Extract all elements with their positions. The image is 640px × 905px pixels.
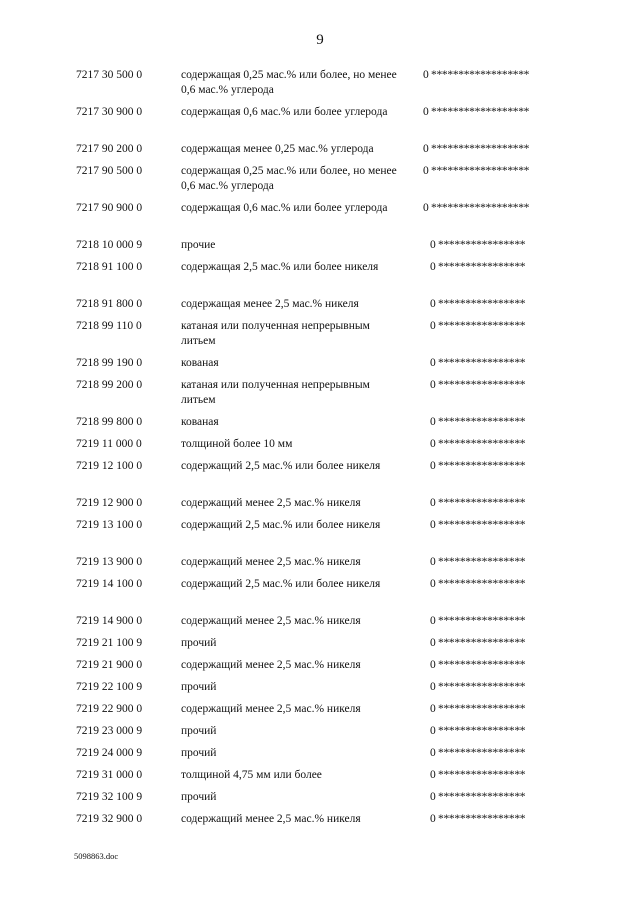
duty-rate: 0 ****************** [423, 69, 530, 81]
table-row [76, 356, 556, 378]
item-description: содержащая менее 2,5 мас.% никеля [181, 298, 359, 310]
table-row [76, 680, 556, 702]
item-description: прочий [181, 725, 217, 737]
tariff-table [76, 68, 556, 834]
duty-rate: 0 **************** [430, 725, 526, 737]
tariff-code: 7219 24 000 9 [76, 747, 143, 759]
tariff-code: 7219 11 000 0 [76, 438, 142, 450]
tariff-code: 7219 21 900 0 [76, 659, 143, 671]
tariff-code: 7219 21 100 9 [76, 637, 143, 649]
duty-rate: 0 **************** [430, 747, 526, 759]
duty-rate: 0 **************** [430, 813, 526, 825]
item-description: содержащий 2,5 мас.% или более никеля [181, 519, 381, 531]
item-description: содержащая 2,5 мас.% или более никеля [181, 261, 379, 273]
table-row [76, 105, 556, 142]
duty-rate: 0 **************** [430, 357, 526, 369]
tariff-code: 7218 99 800 0 [76, 416, 143, 428]
duty-rate: 0 **************** [430, 416, 526, 428]
tariff-code: 7219 22 900 0 [76, 703, 143, 715]
tariff-code: 7219 12 900 0 [76, 497, 143, 509]
item-description: прочие [181, 239, 216, 251]
item-description: толщиной более 10 мм [181, 438, 293, 450]
duty-rate: 0 **************** [430, 791, 526, 803]
item-description: кованая [181, 357, 219, 369]
page-number: 9 [316, 32, 324, 48]
tariff-code: 7219 14 100 0 [76, 578, 143, 590]
item-description: содержащая 0,6 мас.% или более углерода [181, 202, 388, 214]
table-row [76, 238, 556, 260]
table-row [76, 812, 556, 834]
duty-rate: 0 **************** [430, 769, 526, 781]
tariff-code: 7219 13 900 0 [76, 556, 143, 568]
duty-rate: 0 ****************** [423, 202, 530, 214]
tariff-code: 7218 99 110 0 [76, 320, 142, 332]
duty-rate: 0 **************** [430, 637, 526, 649]
table-row [76, 459, 556, 496]
tariff-code: 7217 90 200 0 [76, 143, 143, 155]
tariff-code: 7218 10 000 9 [76, 239, 143, 251]
table-row [76, 555, 556, 577]
duty-rate: 0 **************** [430, 379, 526, 391]
item-description: прочий [181, 791, 217, 803]
tariff-code: 7219 31 000 0 [76, 769, 143, 781]
table-row [76, 768, 556, 790]
duty-rate: 0 **************** [430, 438, 526, 450]
table-row [76, 164, 556, 201]
duty-rate: 0 ****************** [423, 143, 530, 155]
item-description: катаная или полученная непрерывным литьем [181, 320, 370, 347]
duty-rate: 0 ****************** [423, 106, 530, 118]
table-row [76, 201, 556, 238]
item-description: кованая [181, 416, 219, 428]
duty-rate: 0 **************** [430, 298, 526, 310]
item-description: содержащая 0,6 мас.% или более углерода [181, 106, 388, 118]
tariff-code: 7218 91 100 0 [76, 261, 143, 273]
item-description: содержащий менее 2,5 мас.% никеля [181, 813, 361, 825]
item-description: содержащая менее 0,25 мас.% углерода [181, 143, 374, 155]
tariff-code: 7217 30 500 0 [76, 69, 143, 81]
item-description: содержащий менее 2,5 мас.% никеля [181, 556, 361, 568]
tariff-code: 7217 30 900 0 [76, 106, 143, 118]
tariff-code: 7218 91 800 0 [76, 298, 143, 310]
item-description: прочий [181, 681, 217, 693]
tariff-code: 7219 13 100 0 [76, 519, 143, 531]
tariff-code: 7218 99 190 0 [76, 357, 143, 369]
tariff-code: 7219 14 900 0 [76, 615, 143, 627]
item-description: содержащая 0,25 мас.% или более, но менее 0,6 мас.% углерода [181, 69, 397, 96]
duty-rate: 0 **************** [430, 659, 526, 671]
table-row [76, 724, 556, 746]
table-row [76, 746, 556, 768]
table-row [76, 636, 556, 658]
table-row [76, 614, 556, 636]
duty-rate: 0 **************** [430, 497, 526, 509]
duty-rate: 0 **************** [430, 320, 526, 332]
item-description: содержащий 2,5 мас.% или более никеля [181, 460, 381, 472]
duty-rate: 0 **************** [430, 578, 526, 590]
item-description: катаная или полученная непрерывным литьем [181, 379, 370, 406]
item-description: содержащая 0,25 мас.% или более, но менее 0,6 мас.% углерода [181, 165, 397, 192]
table-row [76, 260, 556, 297]
item-description: содержащий менее 2,5 мас.% никеля [181, 703, 361, 715]
item-description: прочий [181, 747, 217, 759]
table-row [76, 297, 556, 319]
tariff-code: 7217 90 900 0 [76, 202, 143, 214]
table-row [76, 319, 556, 356]
duty-rate: 0 **************** [430, 615, 526, 627]
table-row [76, 437, 556, 459]
table-row [76, 142, 556, 164]
duty-rate: 0 **************** [430, 519, 526, 531]
item-description: содержащий менее 2,5 мас.% никеля [181, 615, 361, 627]
table-row [76, 378, 556, 415]
table-row [76, 415, 556, 437]
duty-rate: 0 **************** [430, 681, 526, 693]
item-description: содержащий менее 2,5 мас.% никеля [181, 659, 361, 671]
table-row [76, 496, 556, 518]
table-row [76, 702, 556, 724]
tariff-code: 7218 99 200 0 [76, 379, 143, 391]
duty-rate: 0 **************** [430, 239, 526, 251]
tariff-code: 7219 12 100 0 [76, 460, 143, 472]
tariff-code: 7219 32 900 0 [76, 813, 143, 825]
table-row [76, 577, 556, 614]
duty-rate: 0 **************** [430, 261, 526, 273]
duty-rate: 0 **************** [430, 460, 526, 472]
tariff-code: 7219 23 000 9 [76, 725, 143, 737]
table-row [76, 68, 556, 105]
table-row [76, 518, 556, 555]
item-description: толщиной 4,75 мм или более [181, 769, 322, 781]
item-description: прочий [181, 637, 217, 649]
table-row [76, 790, 556, 812]
item-description: содержащий менее 2,5 мас.% никеля [181, 497, 361, 509]
duty-rate: 0 ****************** [423, 165, 530, 177]
tariff-code: 7219 32 100 9 [76, 791, 143, 803]
tariff-code: 7219 22 100 9 [76, 681, 143, 693]
tariff-code: 7217 90 500 0 [76, 165, 143, 177]
item-description: содержащий 2,5 мас.% или более никеля [181, 578, 381, 590]
duty-rate: 0 **************** [430, 556, 526, 568]
table-row [76, 658, 556, 680]
document-id: 5098863.doc [74, 851, 119, 861]
duty-rate: 0 **************** [430, 703, 526, 715]
